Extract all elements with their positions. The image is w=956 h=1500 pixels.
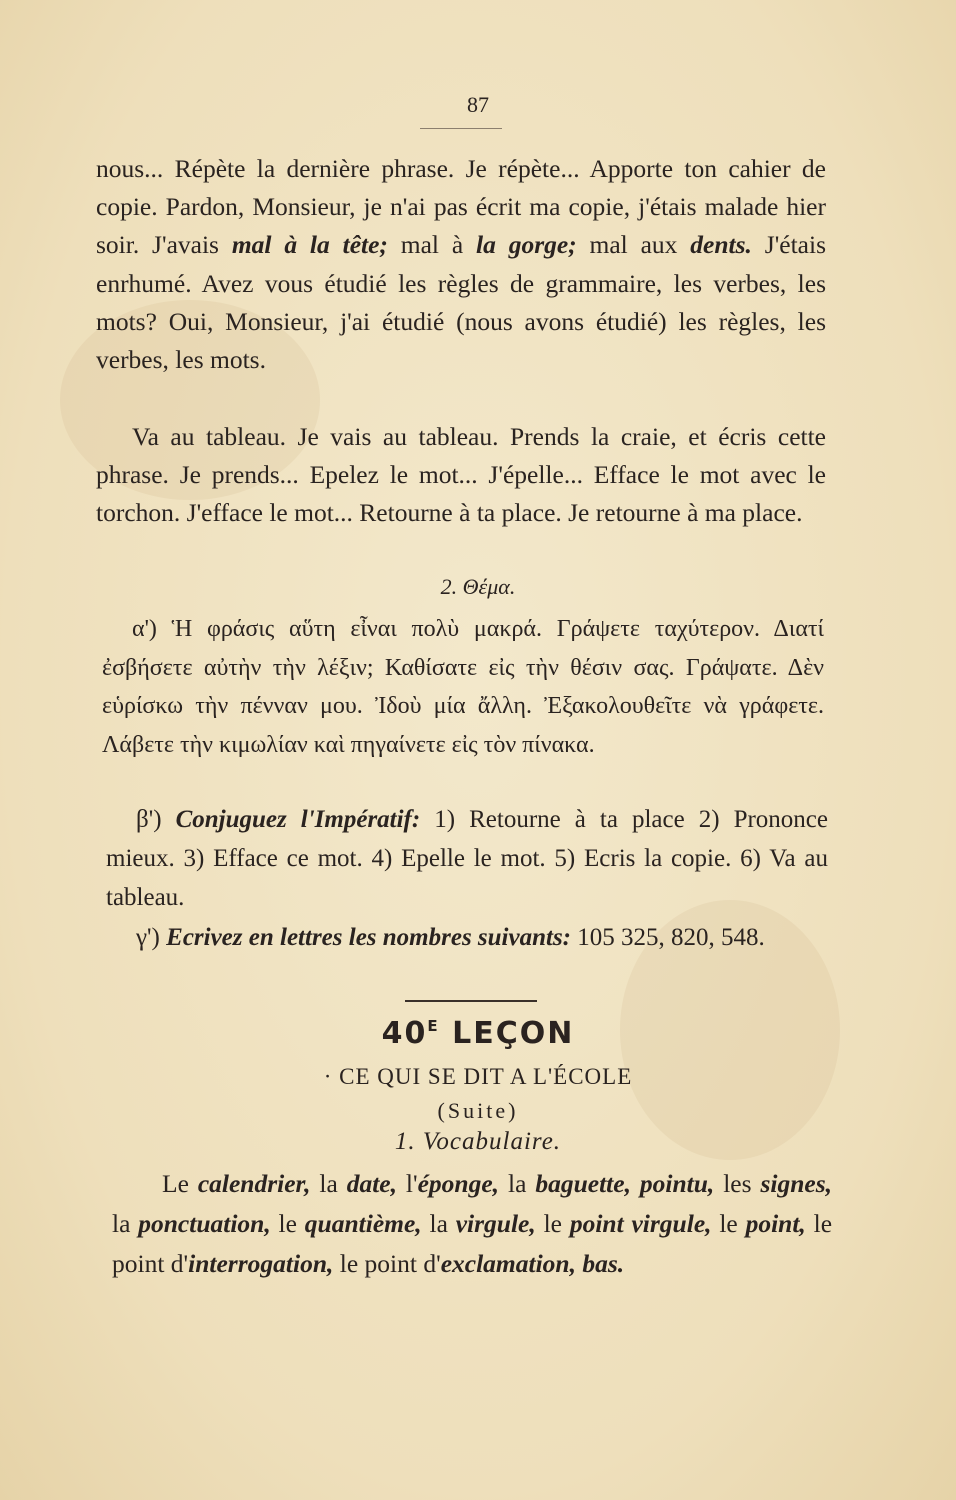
- dialogue-paragraph-2: Va au tableau. Je vais au tableau. Prends la craie, et écris cette phrase. Je prends... Epelez le mot... J'épelle... Efface le mot avec le torchon. J'efface le mot... Retourne à ta place. Je retourne à ma place.: [96, 422, 826, 528]
- vocab-word: signes,: [760, 1169, 833, 1198]
- italic-phrase: dents.: [690, 230, 752, 260]
- lesson-number: 40: [381, 1016, 428, 1051]
- exercise-label: γ'): [136, 924, 160, 951]
- page-number-rule: [420, 128, 502, 129]
- italic-phrase: mal à la tête;: [231, 230, 388, 260]
- exercise-text: 1) Retourne à ta place 2) Prononce mieux. 3) Efface ce mot. 4) Epelle le mot. 5) Ecris la copie. 6) Va au tableau.: [106, 806, 828, 911]
- lesson-suite: (Suite): [437, 1098, 519, 1123]
- vocab-word: interrogation,: [188, 1249, 334, 1278]
- vocab-word: exclamation,: [440, 1249, 576, 1278]
- theme-heading: 2. Θέμα.: [440, 574, 516, 599]
- vocab-word: point,: [745, 1209, 806, 1238]
- greek-exercise: α') Ἡ φράσις αὕτη εἶναι πολὺ μακρά. Γράψετε ταχύτερον. Διατί ἐσβήσετε αὐτὴν τὴν λέξιν; Καθίσατε εἰς τὴν θέσιν σας. Γράψατε. Δὲν εὑρίσκω τὴν πένναν μου. Ἰδοὺ μία ἄλλη. Ἐξακολουθεῖτε νὰ γράφετε. Λάβετε τὴν κιμωλίαν καὶ πηγαίνετε εἰς τὸν πίνακα.: [102, 616, 824, 758]
- text-run: J'étais enrhumé. Avez vous étudié les règles de grammaire, les verbes, les mots? Oui, Monsieur, j'ai étudié (nous avons étudié) les règles, les verbes, les mots.: [96, 230, 827, 375]
- text-run: les: [714, 1169, 761, 1198]
- vocab-word: virgule,: [455, 1209, 536, 1238]
- exercise-b: [106, 800, 828, 917]
- exercise-c: [106, 918, 828, 958]
- italic-phrase: la gorge;: [476, 230, 577, 260]
- vocab-word: éponge,: [417, 1169, 500, 1198]
- text-run: mal aux: [576, 230, 691, 260]
- vocab-word: point virgule,: [569, 1209, 712, 1238]
- exercise-label: β'): [136, 806, 162, 833]
- text-run: la: [310, 1169, 347, 1198]
- text-run: le point d': [112, 1209, 833, 1278]
- text-run: mal à: [387, 230, 477, 260]
- lesson-word: LEÇON: [452, 1016, 575, 1051]
- text-run: le: [270, 1209, 305, 1238]
- vocabulary-paragraph: [112, 1164, 832, 1284]
- exercise-text: 105 325, 820, 548.: [571, 924, 765, 951]
- vocab-word: ponctuation,: [138, 1209, 271, 1238]
- text-run: le: [711, 1209, 746, 1238]
- lesson-subtitle: · CE QUI SE DIT A L'ÉCOLE: [323, 1064, 633, 1089]
- exercise-title: Ecrivez en lettres les nombres suivants:: [166, 924, 571, 951]
- section-divider: [405, 1000, 537, 1002]
- lesson-title: [0, 1016, 956, 1051]
- text-run: l': [397, 1169, 418, 1198]
- text-run: la: [112, 1209, 139, 1238]
- vocab-word: calendrier,: [197, 1169, 311, 1198]
- text-run: la: [421, 1209, 456, 1238]
- exercise-title: Conjuguez l'Impératif:: [175, 806, 421, 833]
- vocab-word: date,: [346, 1169, 397, 1198]
- vocab-word: quantième,: [304, 1209, 422, 1238]
- dialogue-paragraph-1: [96, 150, 826, 379]
- lesson-number-suffix: E: [427, 1017, 440, 1035]
- vocabulary-heading: 1. Vocabulaire.: [394, 1128, 562, 1155]
- text-run: nous... Répète la dernière phrase. Je répète... Apporte ton cahier de copie. Pardon, Monsieur, je n'ai pas écrit ma copie, j'étais malade hier soir. J'avais: [96, 154, 826, 260]
- text-run: Le: [162, 1169, 198, 1198]
- page-number: 87: [467, 92, 489, 117]
- text-run: le: [535, 1209, 570, 1238]
- vocab-word: bas.: [575, 1249, 625, 1278]
- text-run: la: [499, 1169, 536, 1198]
- text-run: le point d': [333, 1249, 441, 1278]
- vocab-word: baguette, pointu,: [535, 1169, 715, 1198]
